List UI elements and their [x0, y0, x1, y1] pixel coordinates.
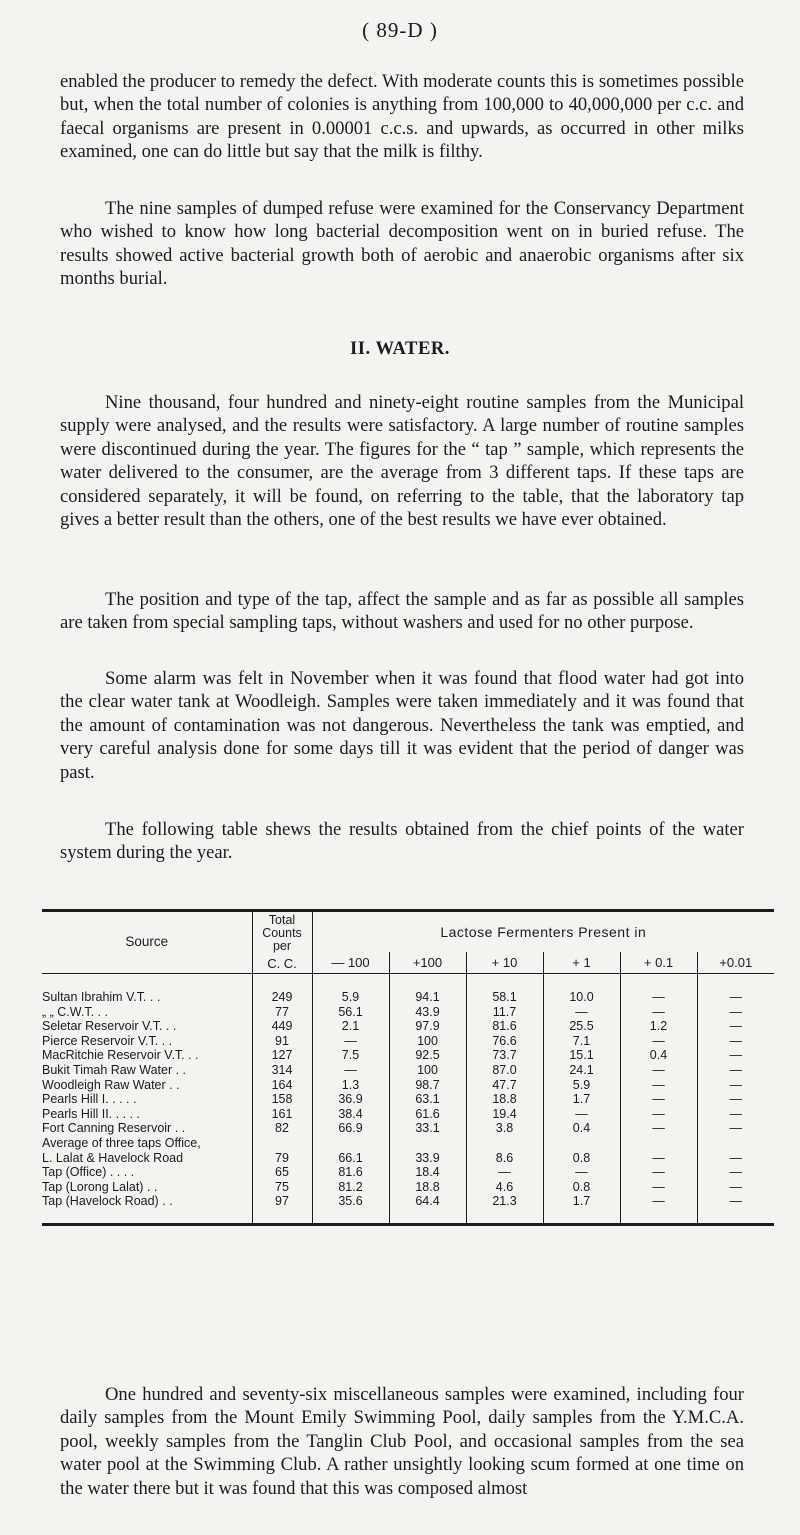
fermenter-value-cell: — [620, 1078, 697, 1093]
table-body [42, 974, 774, 1223]
fermenter-value-cell: — [466, 1165, 543, 1180]
total-count-cell: 77 [252, 1005, 312, 1020]
page-number: ( 89-D ) [362, 18, 438, 42]
fermenter-value-cell: 97.9 [389, 1019, 466, 1034]
total-count-cell: 127 [252, 1048, 312, 1063]
sub-header-100: +100 [389, 952, 466, 974]
fermenter-value-cell: — [312, 1034, 389, 1049]
fermenter-value-cell [389, 1136, 466, 1151]
table-row [42, 1121, 774, 1136]
fermenter-value-cell: 10.0 [543, 990, 620, 1005]
source-cell: Sultan Ibrahim V.T. . . [42, 990, 161, 1004]
results-table [42, 912, 774, 1223]
section-heading-water: II. WATER. [350, 338, 450, 359]
fermenter-value-cell: 33.1 [389, 1121, 466, 1136]
fermenter-value-cell: 7.5 [312, 1048, 389, 1063]
fermenter-value-cell: — [620, 1165, 697, 1180]
total-header-unit: C. C. [267, 956, 297, 971]
table-row [42, 990, 774, 1005]
fermenter-value-cell: — [729, 1019, 743, 1034]
fermenter-value-cell: — [620, 1194, 697, 1209]
fermenter-value-cell: 5.9 [312, 990, 389, 1005]
total-count-cell [252, 1136, 312, 1151]
fermenter-value-cell: 100 [389, 1034, 466, 1049]
fermenter-value-cell: 36.9 [312, 1092, 389, 1107]
fermenter-value-cell: 4.6 [466, 1180, 543, 1195]
fermenter-value-cell: 81.6 [466, 1019, 543, 1034]
table-spacer-row [42, 1209, 774, 1223]
total-count-cell: 91 [252, 1034, 312, 1049]
sub-header-10: + 10 [466, 952, 543, 974]
fermenter-value-cell: — [543, 1005, 620, 1020]
fermenter-value-cell: 18.4 [389, 1165, 466, 1180]
fermenter-value-cell: — [729, 1194, 743, 1209]
source-column-header: Source [42, 912, 252, 974]
fermenter-value-cell: — [729, 1077, 743, 1092]
fermenter-value-cell: 24.1 [543, 1063, 620, 1078]
table-row [42, 1063, 774, 1078]
paragraph-flood-water: Some alarm was felt in November when it was found that flood water had got into the clear water tank at Woodleigh. Samples were taken immediately and it was found that the amount of contamination was not dangerous. Nevertheless the tank was emptied, and very careful analysis done for some days till it was evident that the period of danger was past. [60, 668, 744, 783]
fermenter-value-cell: 92.5 [389, 1048, 466, 1063]
fermenter-value-cell: 8.6 [466, 1151, 543, 1166]
fermenter-value-cell: 1.2 [620, 1019, 697, 1034]
fermenter-value-cell: 1.7 [543, 1194, 620, 1209]
fermenter-value-cell [543, 1136, 620, 1151]
table-row [42, 1180, 774, 1195]
fermenter-value-cell [466, 1136, 543, 1151]
source-cell: Tap (Havelock Road) . . [42, 1194, 173, 1209]
fermenter-value-cell: 64.4 [389, 1194, 466, 1209]
total-counts-column-header [252, 912, 312, 974]
source-cell: „ „ C.W.T. . . [42, 1004, 108, 1019]
paragraph-routine-samples: Nine thousand, four hundred and ninety-eight routine samples from the Municipal supply were analysed, and the results were satisfactory. A large number of routine samples were discontinued during the year. The figures for the “ tap ” sample, which represents the water delivered to the consumer, are the average from 3 different taps. If these taps are considered separately, it will be found, on referring to the table, that the laboratory tap gives a better result than the others, one of the best results we have ever obtained. [60, 392, 744, 531]
paragraph-table-intro: The following table shews the results obtained from the chief points of the water system during the year. [60, 819, 744, 864]
table-row [42, 1019, 774, 1034]
fermenter-value-cell: — [543, 1165, 620, 1180]
fermenter-value-cell: 0.8 [543, 1151, 620, 1166]
source-cell: L. Lalat & Havelock Road [42, 1150, 184, 1165]
fermenter-value-cell: 73.7 [466, 1048, 543, 1063]
fermenter-value-cell: 0.4 [543, 1121, 620, 1136]
table-row [42, 1048, 774, 1063]
fermenter-value-cell: — [729, 1048, 743, 1063]
paragraph-milk-counts: enabled the producer to remedy the defect. With moderate counts this is sometimes possible but, when the total number of colonies is anything from 100,000 to 40,000,000 per c.c. and faecal organisms are present in 0.00001 c.c.s. and upwards, as occurred in other milks examined, one can do little but say that the milk is filthy. [60, 71, 744, 163]
sub-header-0-1: + 0.1 [620, 952, 697, 974]
total-count-cell: 314 [252, 1063, 312, 1078]
fermenter-value-cell: 0.4 [620, 1048, 697, 1063]
total-count-cell: 164 [252, 1078, 312, 1093]
source-cell: Woodleigh Raw Water . . [42, 1077, 180, 1092]
fermenter-value-cell: 98.7 [389, 1078, 466, 1093]
total-count-cell: 161 [252, 1107, 312, 1122]
paragraph-miscellaneous-samples: One hundred and seventy-six miscellaneous samples were examined, including four daily samples from the Mount Emily Swimming Pool, daily samples from the Y.M.C.A. pool, weekly samples from the Tanglin Club Pool, and occasional samples from the sea water pool at the Swimming Club. A rather unsightly looking scum formed at one time on the water there but it was found that this was composed almost [60, 1384, 744, 1499]
fermenter-value-cell: 81.6 [312, 1165, 389, 1180]
fermenter-value-cell: — [620, 990, 697, 1005]
water-results-table [42, 909, 774, 1226]
fermenter-value-cell: 25.5 [543, 1019, 620, 1034]
total-count-cell: 249 [252, 990, 312, 1005]
total-count-cell: 449 [252, 1019, 312, 1034]
table-row [42, 1165, 774, 1180]
total-header-line: Counts [262, 926, 302, 940]
fermenter-value-cell: 7.1 [543, 1034, 620, 1049]
fermenter-value-cell: 18.8 [466, 1092, 543, 1107]
source-cell: Tap (Lorong Lalat) . . [42, 1179, 158, 1194]
source-cell: Fort Canning Reservoir . . [42, 1121, 186, 1136]
table-row [42, 1136, 774, 1151]
table-row [42, 1005, 774, 1020]
fermenter-value-cell: — [729, 1165, 743, 1180]
fermenter-value-cell: — [620, 1121, 697, 1136]
fermenter-value-cell: — [620, 1180, 697, 1195]
fermenter-value-cell: 76.6 [466, 1034, 543, 1049]
fermenter-value-cell: — [729, 990, 743, 1004]
fermenter-value-cell: — [729, 1179, 743, 1194]
total-count-cell: 158 [252, 1092, 312, 1107]
fermenter-value-cell: 100 [389, 1063, 466, 1078]
source-cell: Average of three taps Office, [42, 1135, 201, 1150]
fermenter-value-cell: — [729, 1062, 743, 1077]
source-cell: Bukit Timah Raw Water . . [42, 1062, 187, 1077]
sub-header-1: + 1 [543, 952, 620, 974]
fermenter-value-cell: 81.2 [312, 1180, 389, 1195]
fermenter-value-cell: 5.9 [543, 1078, 620, 1093]
fermenter-value-cell: — [620, 1005, 697, 1020]
fermenter-value-cell: 18.8 [389, 1180, 466, 1195]
sub-header-minus-100: — 100 [312, 952, 389, 974]
fermenter-value-cell [697, 1136, 774, 1151]
fermenter-value-cell: 21.3 [466, 1194, 543, 1209]
fermenter-value-cell [312, 1136, 389, 1151]
table-row [42, 1034, 774, 1049]
paragraph-tap-position: The position and type of the tap, affect the sample and as far as possible all samples are taken from special sampling taps, without washers and used for no other purpose. [60, 589, 744, 634]
source-cell: Tap (Office) . . . . [42, 1165, 135, 1180]
fermenter-value-cell: — [729, 1121, 743, 1136]
fermenter-value-cell: 43.9 [389, 1005, 466, 1020]
fermenter-value-cell: — [620, 1034, 697, 1049]
sub-header-0-01: +0.01 [697, 952, 774, 974]
fermenter-value-cell: 63.1 [389, 1092, 466, 1107]
table-row [42, 1151, 774, 1166]
table-row [42, 1107, 774, 1122]
paragraph-refuse-samples: The nine samples of dumped refuse were examined for the Conservancy Department who wished to know how long bacterial decomposition went on in buried refuse. The results showed active bacterial growth both of aerobic and anaerobic organisms after six months burial. [60, 198, 744, 290]
fermenter-value-cell [620, 1136, 697, 1151]
total-count-cell: 79 [252, 1151, 312, 1166]
fermenter-value-cell: — [729, 1106, 743, 1121]
total-count-cell: 65 [252, 1165, 312, 1180]
fermenter-value-cell: — [729, 1033, 743, 1048]
lactose-fermenters-header: Lactose Fermenters Present in [440, 923, 647, 940]
source-cell: Pearls Hill I. . . . . [42, 1092, 137, 1107]
table-spacer-row [42, 974, 774, 991]
fermenter-value-cell: — [729, 1004, 743, 1019]
fermenter-value-cell: 35.6 [312, 1194, 389, 1209]
fermenter-value-cell: 1.7 [543, 1092, 620, 1107]
fermenter-value-cell: 0.8 [543, 1180, 620, 1195]
fermenter-value-cell: — [620, 1107, 697, 1122]
fermenter-value-cell: — [620, 1092, 697, 1107]
fermenter-value-cell: 66.1 [312, 1151, 389, 1166]
source-cell: Seletar Reservoir V.T. . . [42, 1019, 177, 1034]
source-cell: MacRitchie Reservoir V.T. . . [42, 1048, 199, 1063]
total-header-line: Total [268, 913, 296, 927]
table-row [42, 1194, 774, 1209]
fermenter-value-cell: 38.4 [312, 1107, 389, 1122]
table-bottom-rule [42, 1223, 774, 1226]
fermenter-value-cell: 61.6 [389, 1107, 466, 1122]
fermenter-value-cell: — [620, 1063, 697, 1078]
total-count-cell: 97 [252, 1194, 312, 1209]
fermenter-value-cell: 66.9 [312, 1121, 389, 1136]
fermenter-value-cell: 2.1 [312, 1019, 389, 1034]
fermenter-value-cell: 47.7 [466, 1078, 543, 1093]
table-row [42, 1092, 774, 1107]
fermenter-value-cell: 1.3 [312, 1078, 389, 1093]
fermenter-value-cell: 87.0 [466, 1063, 543, 1078]
fermenter-value-cell: 11.7 [466, 1005, 543, 1020]
fermenter-value-cell: 19.4 [466, 1107, 543, 1122]
source-cell: Pearls Hill II. . . . . [42, 1106, 140, 1121]
fermenter-value-cell: 56.1 [312, 1005, 389, 1020]
total-header-line: per [272, 939, 292, 953]
fermenter-value-cell: — [729, 1150, 743, 1165]
fermenter-value-cell: — [543, 1107, 620, 1122]
fermenter-value-cell: — [620, 1151, 697, 1166]
fermenter-value-cell: 3.8 [466, 1121, 543, 1136]
fermenter-value-cell: — [729, 1092, 743, 1107]
fermenter-value-cell: 94.1 [389, 990, 466, 1005]
total-count-cell: 75 [252, 1180, 312, 1195]
fermenter-value-cell: 15.1 [543, 1048, 620, 1063]
table-row [42, 1078, 774, 1093]
fermenter-value-cell: 58.1 [466, 990, 543, 1005]
fermenter-value-cell: 33.9 [389, 1151, 466, 1166]
source-cell: Pierce Reservoir V.T. . . [42, 1033, 173, 1048]
fermenter-value-cell: — [312, 1063, 389, 1078]
total-count-cell: 82 [252, 1121, 312, 1136]
